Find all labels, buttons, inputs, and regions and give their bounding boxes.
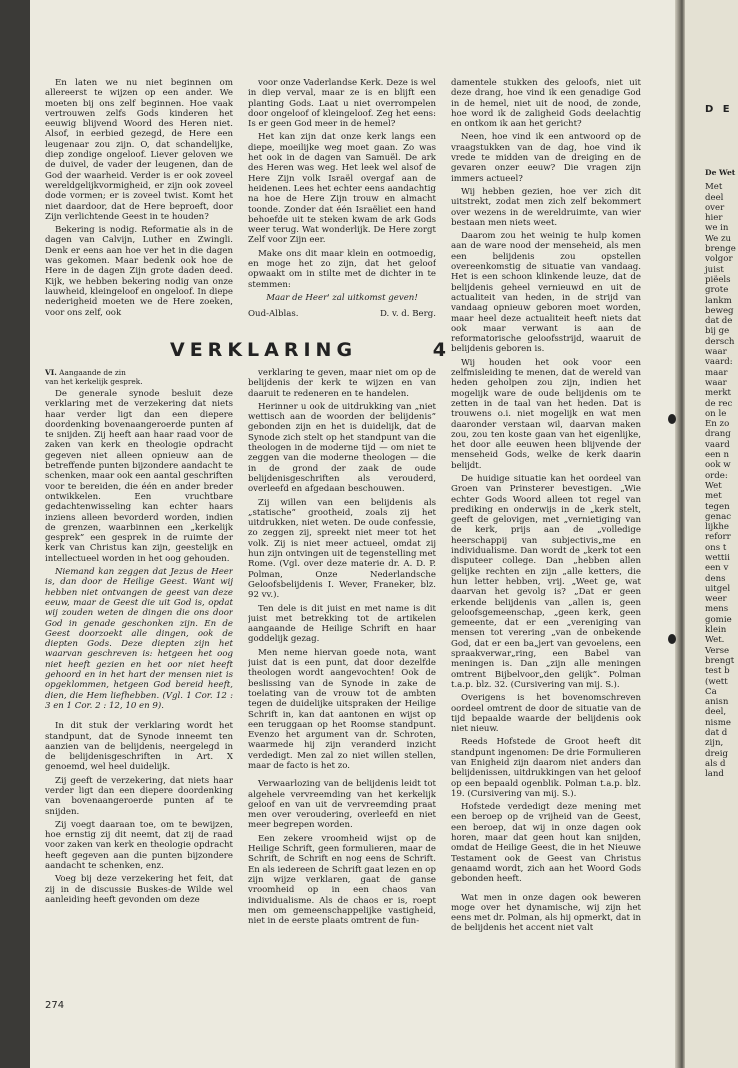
next-page-line: een n [705, 450, 729, 461]
next-page-line: En zo [705, 419, 730, 430]
paragraph: Reeds Hofstede de Groot heeft dit standpunt ingenomen: De drie Formulieren van Enigheid zijn daarom niet anders dan belijdenissen, uitdrukkingen van het geloof op een bepaald ogenblik. Polman t.a.p. blz. 19. (Cursivering van mij. S.). [451, 737, 641, 799]
column-3 [451, 78, 641, 988]
column-1-bottom [45, 368, 233, 988]
paragraph: Neen, hoe vind ik een antwoord op de vraagstukken van de dag, hoe vind ik vrede te midden van de dreiging en de gevaren onzer eeuw? Die vragen zijn immers actueel? [451, 132, 641, 184]
next-page-line: orde: [705, 470, 728, 481]
next-page-line: gomie [705, 614, 732, 625]
next-page-lines [705, 182, 738, 779]
paragraph: Men neme hiervan goede nota, want juist dat is een punt, dat door dezelfde theologen wordt aangevochten! Ook de beslissing van de Synode in zake de toelating van de vrouw tot de ambten tegen de duidelijke uitspraken der Heilige Schrift in, kan dat aantonen en wijst op een teruggaan op het Roomse standpunt. Evenzo het argument van dr. Schroten, waarmede hij zijn veranderd inzicht verdedigt. Men zal zo niet willen stellen, maar de facto is het zo. [248, 647, 436, 771]
next-page-line: genac [705, 511, 732, 522]
next-page-line: piëels [705, 274, 731, 285]
next-page-line: merkt [705, 388, 732, 399]
paragraph: verklaring te geven, maar niet om op de belijdenis der kerk te wijzen en van daaruit te redeneren en te handelen. [248, 368, 436, 399]
next-page-line: uitgel [705, 583, 731, 594]
next-page-line: maar [705, 367, 728, 378]
punch-hole-icon [668, 634, 676, 644]
paragraph: Wij hebben gezien, hoe ver zich dit uitstrekt, zodat men zich zelf bekommert over wezens in de wereldruimte, van wier bestaan men niets weet. [451, 186, 641, 228]
next-page-line: als d [705, 758, 726, 769]
signature-place: Oud-Alblas. [248, 309, 299, 320]
next-page-line: on le [705, 408, 727, 419]
binding-gutter [675, 0, 685, 1068]
next-page-line: vaard [705, 439, 730, 450]
next-page-line: brengt [705, 655, 735, 666]
next-page-line: deel, [705, 707, 727, 718]
paragraph: Het kan zijn dat onze kerk langs een diepe, moeilijke weg moet gaan. Zo was het ook in de dagen van Samuël. De ark des Heren was weg. Het leek wel alsof de Here Zijn volk Israël overgaf aan de heidenen. Lees het echter eens aandachtig na hoe de Here Zijn trouw en almacht toonde. Zonder dat één Israëliet een hand behoefde uit te steken kwam de ark Gods weer terug. Wat wonderlijk. De Here zorgt Zelf voor Zijn eer. [248, 132, 436, 246]
next-page-line: Wet [705, 480, 722, 491]
next-page-line: waar [705, 347, 727, 358]
next-page-line: de rec [705, 398, 733, 409]
next-page-line: Verse [705, 645, 730, 656]
page-number: 274 [45, 1000, 65, 1011]
punch-hole-icon [668, 414, 676, 424]
article-number: 4 [432, 339, 446, 361]
signature [248, 309, 436, 319]
paragraph: Een zekere vroomheid wijst op de Heilige Schrift, geen formulieren, maar de Schrift, de Schrift en nog eens de Schrift. En als iedereen de Schrift gaat lezen en op zijn wijze verklaren, gaat de ganse vroomheid op in een chaos van individualisme. Als de chaos er is, roept men om gemeenschappelijke vastigheid, niet in de eerste plaats omtrent de fun- [248, 833, 436, 927]
next-page-subheading: De Wet [705, 168, 736, 177]
next-page-line: mens [705, 604, 729, 615]
next-page-line: wettii [705, 552, 730, 563]
next-page-line: brenge [705, 244, 736, 255]
next-page-line: beweg [705, 305, 734, 316]
next-page-line: ons t [705, 542, 727, 553]
paragraph: Zij willen van een belijdenis als „statische” grootheid, zoals zij het uitdrukken, niet weten. De oude confessie, zo zeggen zij, spreekt niet meer tot het volk. Zij is niet meer actueel, omdat zij hun zijn ontvingen uit de tegenstelling met Rome. (Vgl. over deze materie dr. A. D. P. Polman, Onze Nederlandsche Geloofsbelijdenis I. Wever, Franeker, blz. 92 vv.). [248, 497, 436, 601]
next-page-line: weer [705, 594, 727, 605]
next-page-line: lankm [705, 295, 732, 306]
next-page-line: Met [705, 182, 723, 193]
next-page-line: een v [705, 563, 729, 574]
paragraph: damentele stukken des geloofs, niet uit deze drang, hoe vind ik een genadige God in de hemel, niet uit de nood, de zonde, hoe word ik de zaligheid Gods deelachtig en ontkom ik aan het gericht? [451, 78, 641, 130]
paragraph: De huidige situatie kan het oordeel van Groen van Prinsterer bevestigen. „Wie echter Gods Woord alleen tot regel van prediking en onderwijs in de „kerk stelt, geeft de gelovigen, met „vernietiging van de kerk, prijs aan de „volledige heerschappij van subjectivis„me en individualisme. Dan wordt de „kerk tot een disputeer college. Dan „hebben allen gelijke rechten en zijn „alle ketters, die hun letter hebben, vrij. „Weet ge, wat daarvan het gevolg is? „Dat er geen erkende belijdenis van „allen is, geen geloofsgemeenschap, „geen kerk, geen gemeente, dat er een „vereniging van mensen tot verering „van de onbekende God, dat er een ba„jert van gevoelens, een spraakverwar„ring, een Babel van meningen is. Dan „zijn alle meningen omtrent Bijbelvoor„den gelijk”. Polman t.a.p. blz. 32. (Cursivering van mij. S.). [451, 473, 641, 690]
next-page-line: dat d [705, 728, 728, 739]
paragraph: Herinner u ook de uitdrukking van „niet wettisch aan de woorden der belijdenis” gebonden zijn en het is duidelijk, dat de Synode zich stelt op het standpunt van die theologen in de moderne tijd — om niet te zeggen van die moderne theologen — die in de grond der zaak de oude belijdenisgeschriften als verouderd, overleefd en afgedaan beschouwen. [248, 401, 436, 495]
section-heading [45, 368, 233, 386]
paragraph: Wat men in onze dagen ook beweren moge over het dynamische, wij zijn het eens met dr. Polman, als hij opmerkt, dat in de belijdenis het accent niet valt [451, 892, 641, 934]
next-page-line: (wett [705, 676, 728, 687]
next-page-line: land [705, 769, 724, 780]
next-page-line: lijkhe [705, 522, 729, 533]
next-page-heading: D E [705, 104, 733, 115]
next-page-line: nisme [705, 717, 731, 728]
next-page-line: dens [705, 573, 726, 584]
paragraph: Verwaarlozing van de belijdenis leidt tot algehele vervreemding van het kerkelijk geloof en van uit de vervreemding praat men over veroudering, overleefd en niet meer begrepen worden. [248, 779, 436, 831]
next-page-line: drang [705, 429, 731, 440]
column-2-top [248, 78, 436, 334]
next-page-line: klein [705, 625, 727, 636]
next-page-line: Ca [705, 686, 717, 697]
next-page-line: met [705, 491, 722, 502]
paragraph: Niemand kan zeggen dat Jezus de Heer is, dan door de Heilige Geest. Want wij hebben niet ontvangen de geest van deze eeuw, maar de Geest die uit God is, opdat wij zouden weten de dingen die ons door God in genade geschonken zijn. En de Geest doorzoekt alle dingen, ook de diepten Gods. Deze diepten zijn het waarvan geschreven is: hetgeen het oog niet heeft gezien en het oor niet heeft gehoord en in het hart der mensen niet is opgeklommen, hetgeen God bereid heeft, dien, die Hem liefhebben. (Vgl. 1 Cor. 12 : 3 en 1 Cor. 2 : 12, 10 en 9). [45, 567, 233, 711]
hymn-quote: Maar de Heer' zal uitkomst geven! [266, 292, 418, 303]
paragraph: voor onze Vaderlandse Kerk. Deze is wel in diep verval, maar ze is en blijft een planting Gods. Laat u niet overrompelen door ongeloof of kleingeloof. Zeg het eens: Is er geen God meer in de hemel? [248, 78, 436, 130]
next-page-line: waar [705, 377, 727, 388]
next-page-line: we in [705, 223, 729, 234]
next-page-line: Wet. [705, 635, 725, 646]
paragraph: In dit stuk der verklaring wordt het standpunt, dat de Synode inneemt ten aanzien van de belijdenis, neergelegd in de belijdenisgeschriften in Art. X genoemd, wel heel duidelijk. [45, 721, 233, 773]
paragraph: En laten we nu niet beginnen om allereerst te wijzen op een ander. We moeten bij ons zelf beginnen. Hoe vaak vertrouwen zelfs Gods kinderen het eeuwig blijvend Woord des Heren niet. Alsof, in eerbied gezegd, de Here een leugenaar zou zijn. O, dat schandelijke, diep zondige ongeloof. Liever geloven we de duivel, de vader der leugenen, dan de God der waarheid. Verder is er ook zoveel wereldgelijkvormigheid, er zijn ook zoveel dode vormen; er is zoveel twist. Komt het niet daardoor, dat de Here beproeft, door Zijn verlichtende Geest in te houden? [45, 78, 233, 222]
next-page-line: reforr [705, 532, 731, 543]
next-page-line: juist [705, 264, 724, 275]
next-page-line: tegen [705, 501, 730, 512]
paragraph: De generale synode besluit deze verklaring met de verzekering dat niets haar verder ligt dan een diepere doordenking bovenaangeroerde punten af te snijden. Zij heeft aan haar raad voor de zaken van kerk en theologie opdracht gegeven niet alleen opnieuw aan de betreffende punten bijzondere aandacht te schenken, maar ook een aantal geschriften voor te bereiden, die één en ander breder ontwikkelen. Een vruchtbare gedachtenwisseling kan echter haars inziens alleen bevorderd worden, indien de grenzen, waarbinnen een „kerkelijk gesprek” een gesprek in de ruimte der kerk van Christus kan zijn, geestelijk en intellectueel worden in het oog gehouden. [45, 389, 233, 564]
paragraph: Daarom zou het weinig te hulp komen aan de ware nood der menseheid, als men een belijdenis zou opstellen overeenkomstig de situatie van vandaag. Het is een schoon klinkende leuze, dat de belijdenis geheel vernieuwd en uit de actualiteit van heden, in de strijd van vandaag opnieuw geboren moet worden, maar heel deze actualiteit heeft niets dat ook maar verwant is aan de reformatorische geloofsstrijd, waaruit de belijdenis geboren is. [451, 231, 641, 355]
section-number: VI. [45, 368, 57, 377]
article-header [170, 336, 446, 364]
next-page-line: dersch [705, 336, 735, 347]
next-page-line: test b [705, 666, 730, 677]
next-page-line: hier [705, 213, 723, 224]
next-page-line: over [705, 202, 725, 213]
article-title: VERKLARING [170, 339, 358, 361]
paragraph: Overigens is het bovenomschreven oordeel omtrent de door de situatie van de tijd bepaalde waarde der belijdenis ook niet nieuw. [451, 693, 641, 735]
paragraph: Zij geeft de verzekering, dat niets haar verder ligt dan een diepere doordenking van bovenaangeroerde punten af te snijden. [45, 775, 233, 817]
next-page-line: ook w [705, 460, 731, 471]
column-2-bottom [248, 368, 436, 988]
paragraph: Zij voegt daaraan toe, om te bewijzen, hoe ernstig zij dit neemt, dat zij de raad voor zaken van kerk en theologie opdracht heeft gegeven aan die punten bijzondere aandacht te schenken, enz. [45, 819, 233, 872]
paragraph: Make ons dit maar klein en ootmoedig, en moge het zo zijn, dat het geloof opwaakt om in stilte met de dichter in te stemmen: [248, 248, 436, 290]
column-1-top [45, 78, 233, 334]
next-page-line: We zu [705, 233, 732, 244]
next-page-line: dreig [705, 748, 728, 759]
paragraph: Voeg bij deze verzekering het feit, dat zij in de discussie Buskes-de Wilde wel aanleiding heeft gevonden om deze [45, 874, 233, 905]
next-page-edge [685, 0, 738, 1068]
paragraph: Ten dele is dit juist en met name is dit juist met betrekking tot de artikelen aangaande de Heilige Schrift en haar goddelijk gezag. [248, 603, 436, 645]
next-page-line: zijn, [705, 738, 724, 749]
paragraph: Bekering is nodig. Reformatie als in de dagen van Calvijn, Luther en Zwingli. Denk er eens aan hoe ver het in die dagen was gekomen. Maar bedenk ook hoe de Here in de dagen Zijn grote daden deed. Kijk, we hebben bekering nodig van onze lauwheid, kleingeloof en ongeloof. In diepe nederigheid moeten we de Here zoeken, voor ons zelf, ook [45, 225, 233, 318]
section-title-line2: van het kerkelijk gesprek. [45, 377, 143, 386]
next-page-line: dat de [705, 316, 733, 327]
paragraph: Hofstede verdedigt deze mening met een beroep op de vrijheid van de Geest, een beroep, dat wij in onze dagen ook horen, maar dat geen hout kan snijden, omdat de Heilige Geest, die in het Nieuwe Testament ook de Geest van Christus genaamd wordt, zich aan het Woord Gods gebonden heeft. [451, 802, 641, 885]
next-page-column [705, 168, 738, 780]
next-page-line: bij ge [705, 326, 730, 337]
section-title: Aangaande de zin [59, 368, 126, 377]
next-page-line: anisn [705, 697, 729, 708]
signature-name: D. v. d. Berg. [379, 309, 436, 320]
next-page-line: deel [705, 192, 724, 203]
next-page-line: vaard: [705, 357, 733, 368]
paragraph: Wij houden het ook voor een zelfmisleiding te menen, dat de wereld van heden geholpen zou zijn, indien het mogelijk ware de oude belijdenis om te zetten in de taal van het heden. Dat is trouwens o.i. niet mogelijk en wat men daaronder verstaan wil, daarvan maken zou, zou ten koste gaan van het eigenlijke, het door alle eeuwen heen blijvende der menseheid Gods, welke de kerk daarin belijdt. [451, 357, 641, 471]
next-page-line: volgor [705, 254, 733, 265]
next-page-line: grote [705, 285, 729, 296]
